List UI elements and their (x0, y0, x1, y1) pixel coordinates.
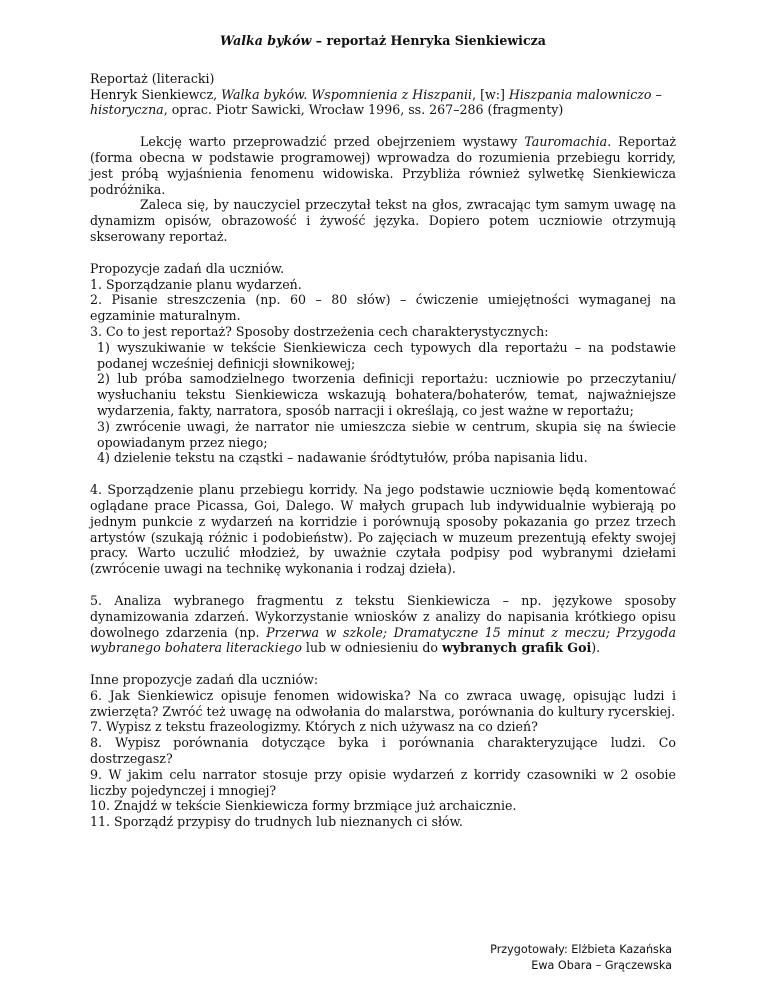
task-3-4: 4) dzielenie tekstu na cząstki – nadawanie śródtytułów, próba napisania lidu. (97, 450, 588, 466)
source-label: Reportaż (literacki) (90, 70, 215, 86)
task-4: 4. Sporządzenie planu przebiegu korridy. Na jego podstawie uczniowie będą komentować oglądane prace Picassa, Goi, Dalego. W małych grupach lub indywidualnie wybierają po jednym punkcie z wydarzeń na korridzie i porównują sposoby pokazania go przez trzech artystów (szukają różnic i podobieństw). Po zajęciach w muzeum prezentują efekty swojej pracy. Warto uczulić młodzież, by uważnie czytała podpisy pod wybranymi dziełami (zwrócenie uwagi na technikę wykonania i rodzaj dzieła). (90, 482, 676, 577)
intro-paragraph-1: Lekcję warto przeprowadzić przed obejrzeniem wystawy Tauromachia. Reportaż (forma obecna w podstawie programowej) wprowadza do rozumienia przebiegu korridy, jest próbą wyjaśnienia fenomenu widowiska. Przybliża również sylwetkę Sienkiewicza podróżnika. (90, 134, 676, 197)
other-tasks-heading: Inne propozycje zadań dla uczniów: (90, 672, 319, 688)
tasks-heading: Propozycje zadań dla uczniów. (90, 260, 285, 276)
task-6: 6. Jak Sienkiewicz opisuje fenomen widowiska? Na co zwraca uwagę, opisując ludzi i zwierzęta? Zwróć też uwagę na odwołania do malarstwa, porównania do kultury rycerskiej. (90, 687, 676, 719)
task-3: 3. Co to jest reportaż? Sposoby dostrzeżenia cech charakterystycznych: (90, 323, 549, 339)
task-9: 9. W jakim celu narrator stosuje przy opisie wydarzeń z korridy czasowniki w 2 osobie liczby pojedynczej i mnogiej? (90, 766, 676, 798)
task-3-2: 2) lub próba samodzielnego tworzenia definicji reportażu: uczniowie po przeczytaniu/ wysłuchaniu tekstu Sienkiewicza wskazują bohatera/bohaterów, temat, najważniejsze wydarzenia, fakty, narratora, sposób narracji i określają, co jest ważne w reportażu; (97, 371, 676, 418)
intro-paragraph-2: Zaleca się, by nauczyciel przeczytał tekst na głos, zwracając tym samym uwagę na dynamizm opisów, obrazowość i żywość języka. Dopiero potem uczniowie otrzymują skserowany reportaż. (90, 197, 676, 244)
footer-line-1: Przygotowały: Elżbieta Kazańska (490, 943, 672, 956)
task-3-3: 3) zwrócenie uwagi, że narrator nie umieszcza siebie w centrum, skupia się na świecie opowiadanym przez niego; (97, 418, 676, 450)
task-3-1: 1) wyszukiwanie w tekście Sienkiewicza cech typowych dla reportażu – na podstawie podanej wcześniej definicji słownikowej; (97, 339, 676, 371)
footer-line-2: Ewa Obara – Grączewska (531, 959, 672, 972)
task-2: 2. Pisanie streszczenia (np. 60 – 80 słów) – ćwiczenie umiejętności wymaganej na egzaminie maturalnym. (90, 292, 676, 324)
task-1: 1. Sporządzanie planu wydarzeń. (90, 276, 302, 292)
footer-credits (490, 942, 672, 974)
task-8: 8. Wypisz porównania dotyczące byka i porównania charakteryzujące ludzi. Co dostrzegasz? (90, 735, 676, 767)
task-11: 11. Sporządź przypisy do trudnych lub nieznanych ci słów. (90, 814, 463, 830)
document-title: Walka byków – reportaż Henryka Sienkiewicza (220, 33, 546, 48)
task-5: 5. Analiza wybranego fragmentu z tekstu Sienkiewicza – np. językowe sposoby dynamizowania zdarzeń. Wykorzystanie wniosków z analizy do napisania krótkiego opisu dowolnego zdarzenia (np. Przerwa w szkole; Dramatyczne 15 minut z meczu; Przygoda wybranego bohatera literackiego lub w odniesieniu do wybranych grafik Goi). (90, 592, 676, 656)
document-page (90, 33, 676, 830)
source-citation: Henryk Sienkiewcz, Walka byków. Wspomnienia z Hiszpanii, [w:] Hiszpania malowniczo – historyczna, oprac. Piotr Sawicki, Wrocław 1996, ss. 267–286 (fragmenty) (90, 86, 662, 118)
task-10: 10. Znajdź w tekście Sienkiewicza formy brzmiące już archaicznie. (90, 798, 517, 814)
task-7: 7. Wypisz z tekstu frazeologizmy. Których z nich używasz na co dzień? (90, 719, 538, 735)
